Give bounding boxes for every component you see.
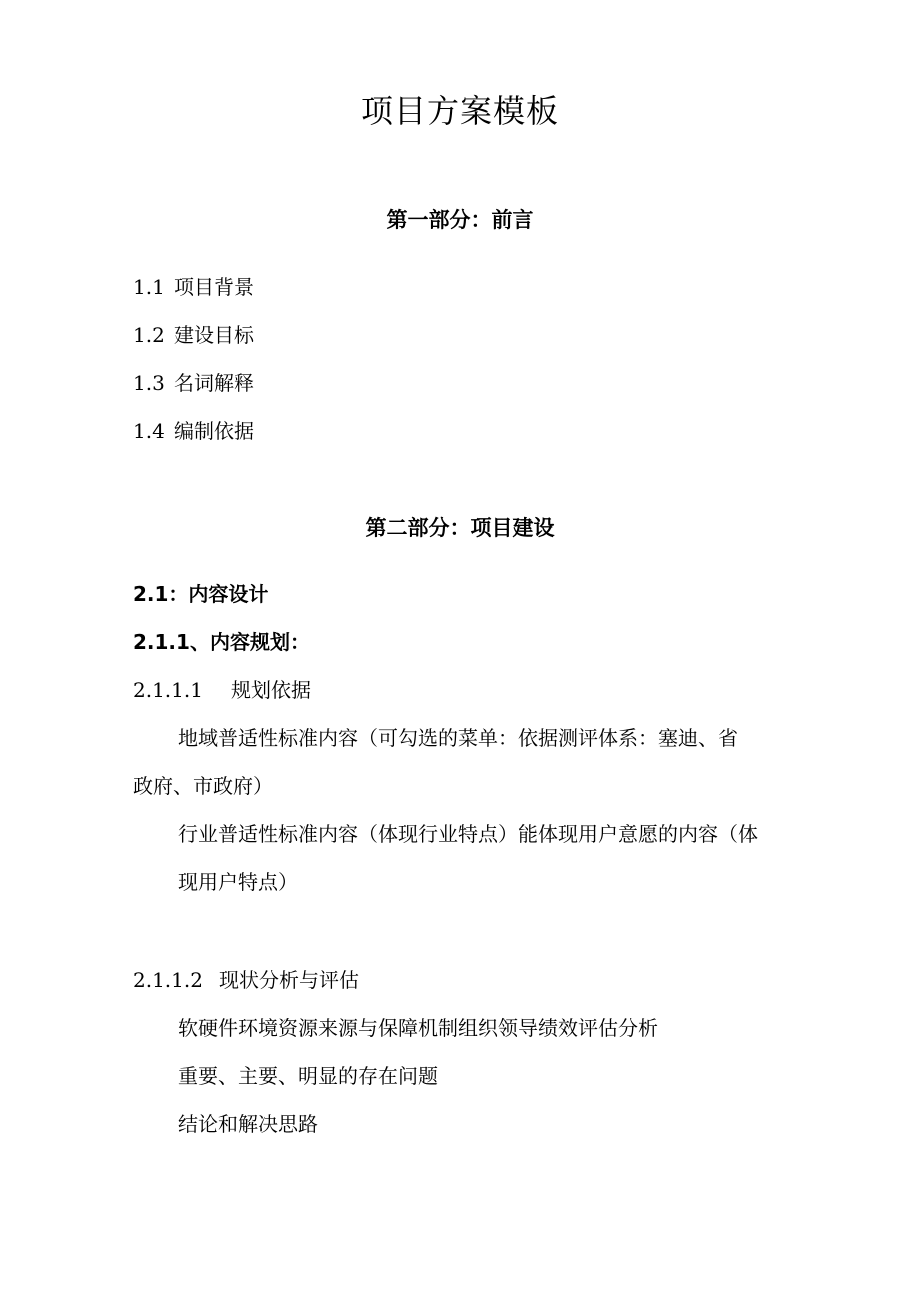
section-2-1-1-2-heading <box>133 964 359 993</box>
section-label: 现状分析与评估 <box>218 968 359 992</box>
section-2-1-1-1-heading <box>133 674 311 703</box>
toc-item-1-4 <box>133 415 254 444</box>
toc-number: 1.3 <box>133 371 165 395</box>
section-2-1-heading: 2.1：内容设计 <box>133 582 269 606</box>
toc-item-1-2 <box>133 319 254 348</box>
section-number: 2.1.1.1 <box>133 678 203 702</box>
toc-item-1-1 <box>133 271 254 300</box>
paragraph-line: 现用户特点） <box>178 870 298 894</box>
paragraph-line: 行业普适性标准内容（体现行业特点）能体现用户意愿的内容（体 <box>178 822 758 846</box>
toc-label: 项目背景 <box>174 275 254 299</box>
toc-number: 1.2 <box>133 323 165 347</box>
paragraph-line: 地域普适性标准内容（可勾选的菜单：依据测评体系：塞迪、省 <box>178 726 738 750</box>
part1-heading: 第一部分：前言 <box>386 208 534 232</box>
part2-heading: 第二部分：项目建设 <box>365 516 555 540</box>
document-title: 项目方案模板 <box>360 92 559 130</box>
paragraph-line: 重要、主要、明显的存在问题 <box>178 1064 438 1088</box>
toc-label: 建设目标 <box>174 323 254 347</box>
toc-item-1-3 <box>133 367 254 396</box>
section-label: 规划依据 <box>230 678 311 702</box>
toc-label: 编制依据 <box>174 419 254 443</box>
section-number: 2.1.1.2 <box>133 968 203 992</box>
toc-number: 1.4 <box>133 419 165 443</box>
toc-number: 1.1 <box>133 275 165 299</box>
toc-label: 名词解释 <box>174 371 254 395</box>
section-2-1-1-heading: 2.1.1、内容规划： <box>133 630 310 654</box>
paragraph-line: 政府、市政府） <box>133 774 273 798</box>
paragraph-line: 结论和解决思路 <box>178 1112 318 1136</box>
paragraph-line: 软硬件环境资源来源与保障机制组织领导绩效评估分析 <box>178 1016 658 1040</box>
